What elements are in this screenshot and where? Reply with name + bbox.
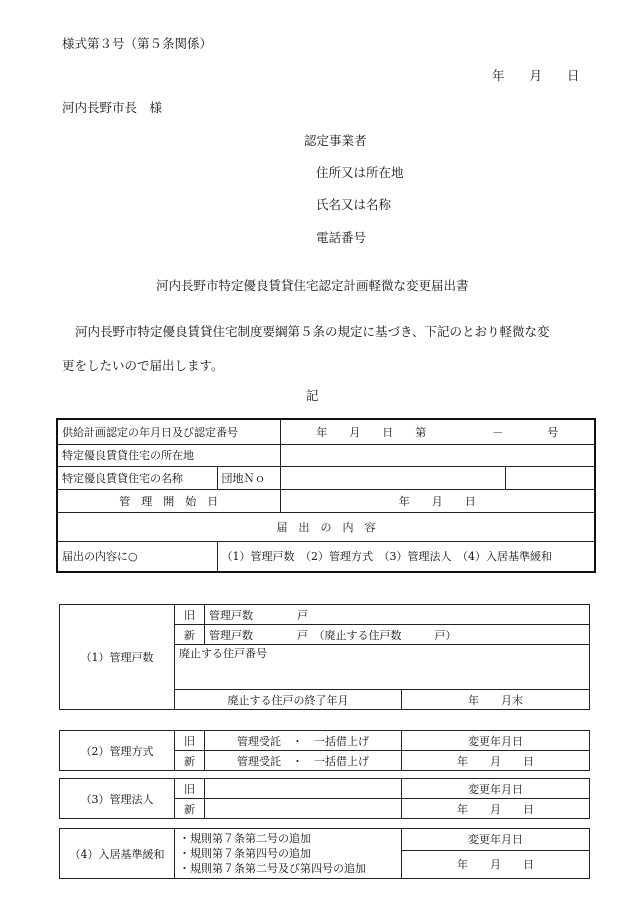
corporation-change-label: 変更年月日 <box>402 779 590 799</box>
corporation-old-value <box>205 779 402 799</box>
method-change-value: 年 月 日 <box>402 751 590 771</box>
notice-options: （1）管理戸数 （2）管理方式 （3）管理法人 （4）入居基準緩和 <box>217 541 595 572</box>
management-start-value: 年 月 日 <box>280 489 595 512</box>
management-start-label: 管 理 開 始 日 <box>57 489 280 512</box>
criteria-item-3: ・規則第７条第二号及び第四号の追加 <box>179 862 366 875</box>
method-table <box>59 730 590 771</box>
document-title: 河内長野市特定優良賃貸住宅認定計画軽微な変更届出書 <box>156 278 469 293</box>
criteria-items <box>175 829 402 879</box>
notice-content-header: 届 出 の 内 容 <box>57 512 595 541</box>
location-label: 特定優良賃貸住宅の所在地 <box>57 444 280 466</box>
abolish-end-value: 年 月末 <box>402 690 590 710</box>
body-line-1: 河内長野市特定優良賃貸住宅制度要綱第５条の規定に基づき、下記のとおり軽微な変 <box>75 324 550 339</box>
applicant-label: 認定事業者 <box>304 133 367 148</box>
criteria-table <box>59 828 590 879</box>
units-label: （1）管理戸数 <box>60 605 175 710</box>
criteria-change-label: 変更年月日 <box>402 829 590 851</box>
address-label: 住所又は所在地 <box>316 165 404 180</box>
corporation-new-value <box>205 799 402 819</box>
notice-circle-label: 届出の内容に○ <box>57 541 217 572</box>
abolish-unit-numbers: 廃止する住戸番号 <box>175 645 590 690</box>
body-line-2: 更をしたいので届出します。 <box>62 358 224 373</box>
ki-label: 記 <box>306 388 319 403</box>
corporation-label: （3）管理法人 <box>60 779 175 819</box>
method-new-options: 管理受託 ・ 一括借上げ <box>205 751 402 771</box>
criteria-label: （4）入居基準緩和 <box>60 829 175 879</box>
units-new-text: 管理戸数 戸 （廃止する住戸数 戸） <box>205 625 590 645</box>
units-old-marker: 旧 <box>175 605 205 625</box>
method-new-marker: 新 <box>175 751 205 771</box>
addressee: 河内長野市長 様 <box>62 100 163 115</box>
criteria-item-1: ・規則第７条第二号の追加 <box>179 832 311 845</box>
location-value <box>280 444 595 466</box>
method-old-marker: 旧 <box>175 731 205 751</box>
approval-date-value: 年 月 日 第 － 号 <box>280 419 595 444</box>
method-change-label: 変更年月日 <box>402 731 590 751</box>
date-field: 年 月 日 <box>492 68 580 83</box>
units-old-text: 管理戸数 戸 <box>205 605 590 625</box>
phone-label: 電話番号 <box>316 230 367 245</box>
abolish-end-label: 廃止する住戸の終了年月 <box>175 690 402 710</box>
criteria-item-2: ・規則第７条第四号の追加 <box>179 847 311 860</box>
housing-name-value <box>280 466 505 489</box>
danchi-no-label: 団地Ｎｏ <box>217 466 280 489</box>
units-new-marker: 新 <box>175 625 205 645</box>
corporation-new-marker: 新 <box>175 799 205 819</box>
danchi-no-value <box>505 466 595 489</box>
criteria-change-value: 年 月 日 <box>402 850 590 878</box>
corporation-table <box>59 778 590 819</box>
method-old-options: 管理受託 ・ 一括借上げ <box>205 731 402 751</box>
units-table <box>59 604 590 710</box>
corporation-old-marker: 旧 <box>175 779 205 799</box>
approval-date-label: 供給計画認定の年月日及び認定番号 <box>57 419 280 444</box>
housing-name-label: 特定優良賃貸住宅の名称 <box>57 466 217 489</box>
main-table <box>56 418 596 573</box>
method-label: （2）管理方式 <box>60 731 175 771</box>
name-label: 氏名又は名称 <box>316 197 392 212</box>
corporation-change-value: 年 月 日 <box>402 799 590 819</box>
form-number: 様式第３号（第５条関係） <box>62 36 213 51</box>
